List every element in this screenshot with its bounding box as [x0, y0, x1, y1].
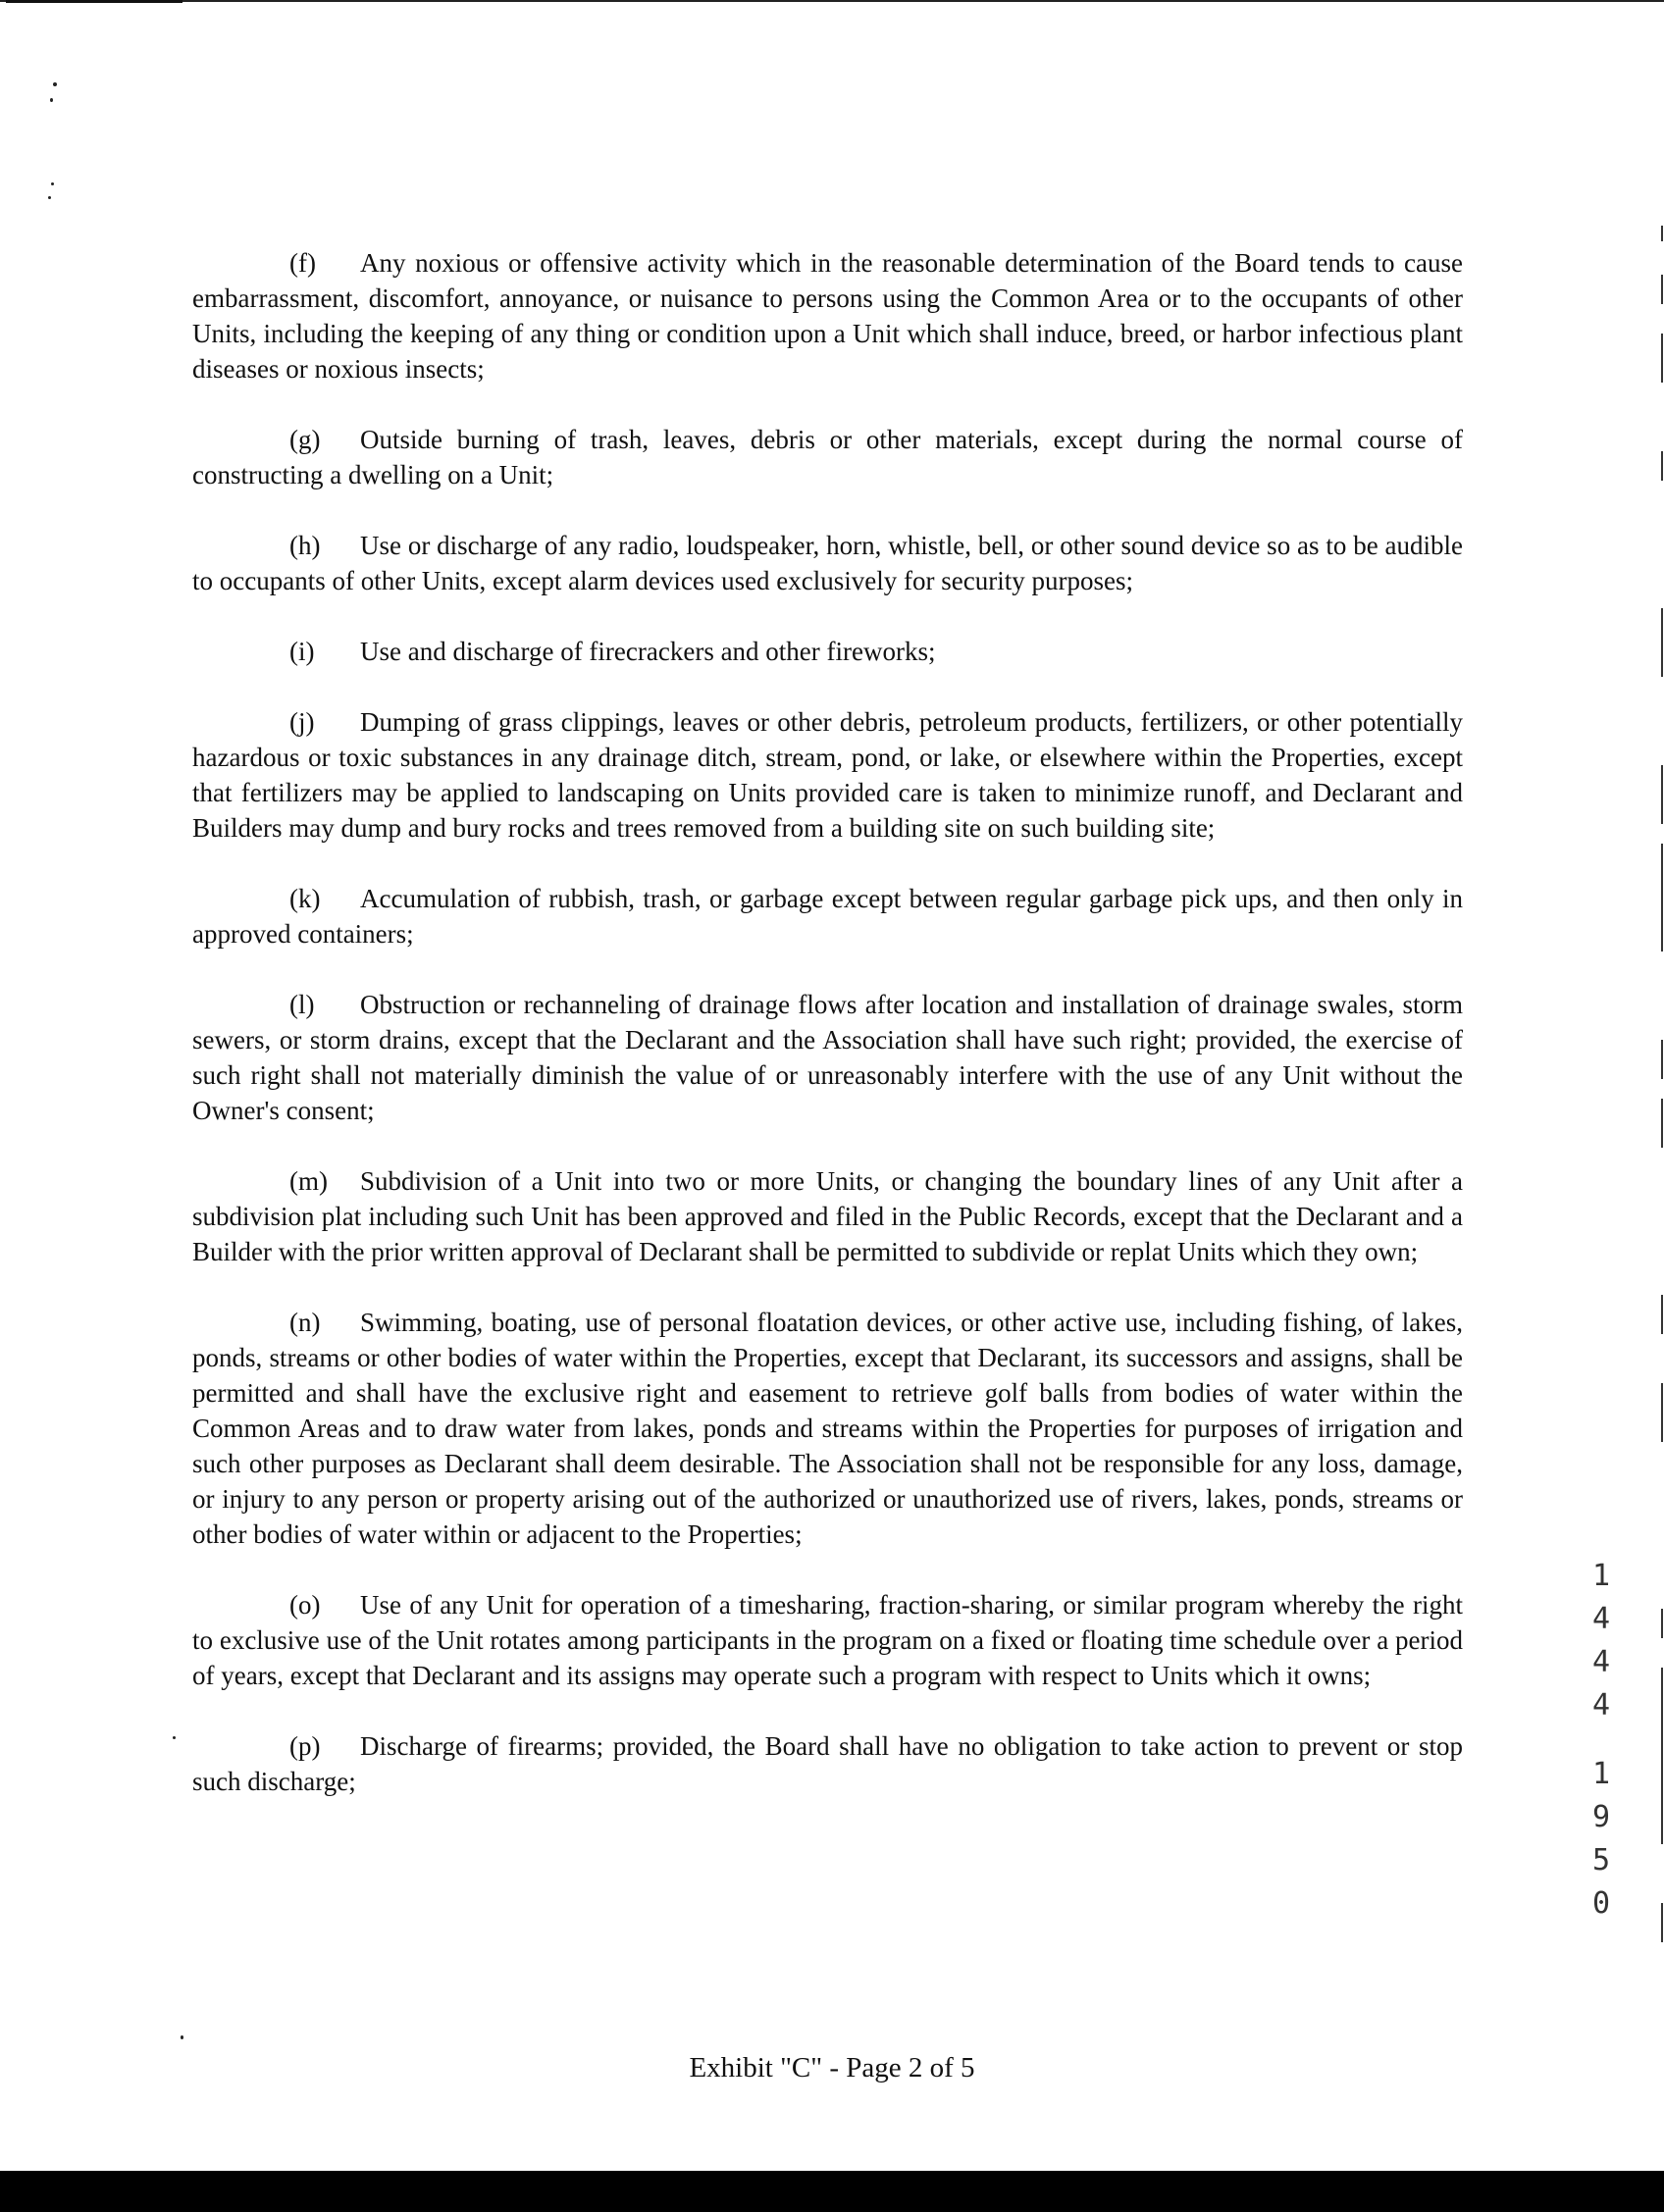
list-item [192, 634, 1463, 669]
list-item [192, 987, 1463, 1128]
scan-right-edge [1661, 1903, 1663, 1942]
scan-right-edge [1661, 1668, 1663, 1844]
scan-speck [51, 182, 54, 185]
scan-top-left-mark [6, 0, 182, 3]
scan-speck [53, 82, 57, 86]
paragraph-text: Swimming, boating, use of personal floatation devices, or other active use, including fishing, of lakes, ponds, streams or other bodies of water within the Properties, except that Declarant, its successors and assigns, shall be permitted and shall have the exclusive right and easement to retrieve golf balls from bodies of water within the Common Areas and to draw water from lakes, ponds and streams within the Properties for purposes of irrigation and such other purposes as Declarant shall deem desirable. The Association shall not be responsible for any loss, damage, or injury to any person or property arising out of the authorized or unauthorized use of rivers, lakes, ponds, streams or other bodies of water within or adjacent to the Properties; [192, 1308, 1463, 1549]
list-item [192, 1163, 1463, 1269]
list-item [192, 1728, 1463, 1799]
scan-top-edge [0, 0, 1664, 2]
paragraph-text: Use or discharge of any radio, loudspeaker, horn, whistle, bell, or other sound device so as to be audible to occupants of other Units, except alarm devices used exclusively for security purposes; [192, 531, 1463, 595]
page-footer: Exhibit "C" - Page 2 of 5 [689, 2052, 975, 2083]
paragraph-label: (f) [289, 248, 316, 278]
paragraph-label: (k) [289, 884, 321, 913]
paragraph-label: (o) [289, 1590, 321, 1620]
stamp-digit: 9 [1591, 1800, 1611, 1834]
paragraph-label: (h) [289, 531, 321, 560]
scan-right-edge [1661, 1609, 1663, 1638]
stamp-digit: 1 [1591, 1559, 1611, 1593]
scan-bottom-bar [0, 2171, 1664, 2212]
paragraph-text: Subdivision of a Unit into two or more Units, or changing the boundary lines of any Unit after a subdivision plat including such Unit has been approved and filed in the Public Records, except that the Declarant and a Builder with the prior written approval of Declarant shall be permitted to subdivide or replat Units which they own; [192, 1166, 1463, 1266]
scan-speck [50, 98, 53, 102]
list-item [192, 528, 1463, 598]
list-item [192, 422, 1463, 492]
paragraph-label: (g) [289, 425, 321, 454]
paragraph-text: Outside burning of trash, leaves, debris or other materials, except during the normal course of constructing a dwelling on a Unit; [192, 425, 1463, 489]
paragraph-label: (p) [289, 1731, 321, 1761]
list-item [192, 1305, 1463, 1552]
scan-right-edge [1661, 334, 1663, 383]
scan-right-edge [1661, 1383, 1663, 1442]
paragraph-label: (m) [289, 1166, 328, 1196]
scan-right-edge [1661, 765, 1663, 824]
stamp-digit: 1 [1591, 1757, 1611, 1791]
paragraph-text: Accumulation of rubbish, trash, or garbage except between regular garbage pick ups, and then only in approved containers; [192, 884, 1463, 949]
scan-right-edge [1661, 1099, 1663, 1148]
paragraph-text: Use and discharge of firecrackers and other fireworks; [360, 637, 936, 666]
list-item [192, 1587, 1463, 1693]
paragraph-text: Discharge of firearms; provided, the Board shall have no obligation to take action to prevent or stop such discharge; [192, 1731, 1463, 1796]
stamp-digit: 0 [1591, 1886, 1611, 1921]
scan-right-edge [1661, 275, 1663, 304]
side-recording-stamp [1582, 1555, 1621, 1926]
scan-right-edge [1661, 226, 1663, 241]
stamp-digit: 4 [1591, 1602, 1611, 1636]
stamp-digit: 4 [1591, 1688, 1611, 1723]
list-item [192, 704, 1463, 846]
scan-speck [181, 2035, 183, 2039]
paragraph-label: (j) [289, 707, 315, 737]
paragraph-label: (i) [289, 637, 315, 666]
paragraph-text: Any noxious or offensive activity which in the reasonable determination of the Board tends to cause embarrassment, discomfort, annoyance, or nuisance to persons using the Common Area or to the occupants of other Units, including the keeping of any thing or condition upon a Unit which shall induce, breed, or harbor infectious plant diseases or noxious insects; [192, 248, 1463, 384]
scan-right-edge [1661, 608, 1663, 677]
stamp-digit: 4 [1591, 1645, 1611, 1679]
document-body [192, 245, 1463, 1834]
list-item [192, 245, 1463, 386]
scan-right-edge [1661, 1295, 1663, 1334]
paragraph-label: (n) [289, 1308, 321, 1337]
paragraph-text: Use of any Unit for operation of a timesharing, fraction-sharing, or similar program whereby the right to exclusive use of the Unit rotates among participants in the program on a fixed or floating time schedule over a period of years, except that Declarant and its assigns may operate such a program with respect to Units which it owns; [192, 1590, 1463, 1690]
paragraph-text: Obstruction or rechanneling of drainage flows after location and installation of drainage swales, storm sewers, or storm drains, except that the Declarant and the Association shall have such right; provided, the exercise of such right shall not materially diminish the value of or unreasonably interfere with the use of any Unit without the Owner's consent; [192, 990, 1463, 1125]
scan-right-edge [1661, 1040, 1663, 1079]
scan-speck [173, 1736, 176, 1739]
scan-speck [48, 196, 51, 199]
stamp-digit: 5 [1591, 1843, 1611, 1878]
paragraph-label: (l) [289, 990, 315, 1019]
paragraph-text: Dumping of grass clippings, leaves or other debris, petroleum products, fertilizers, or other potentially hazardous or toxic substances in any drainage ditch, stream, pond, or lake, or elsewhere within the Properties, except that fertilizers may be applied to landscaping on Units provided care is taken to minimize runoff, and Declarant and Builders may dump and bury rocks and trees removed from a building site on such building site; [192, 707, 1463, 843]
scan-right-edge [1661, 451, 1663, 481]
list-item [192, 881, 1463, 952]
scan-right-edge [1661, 844, 1663, 952]
